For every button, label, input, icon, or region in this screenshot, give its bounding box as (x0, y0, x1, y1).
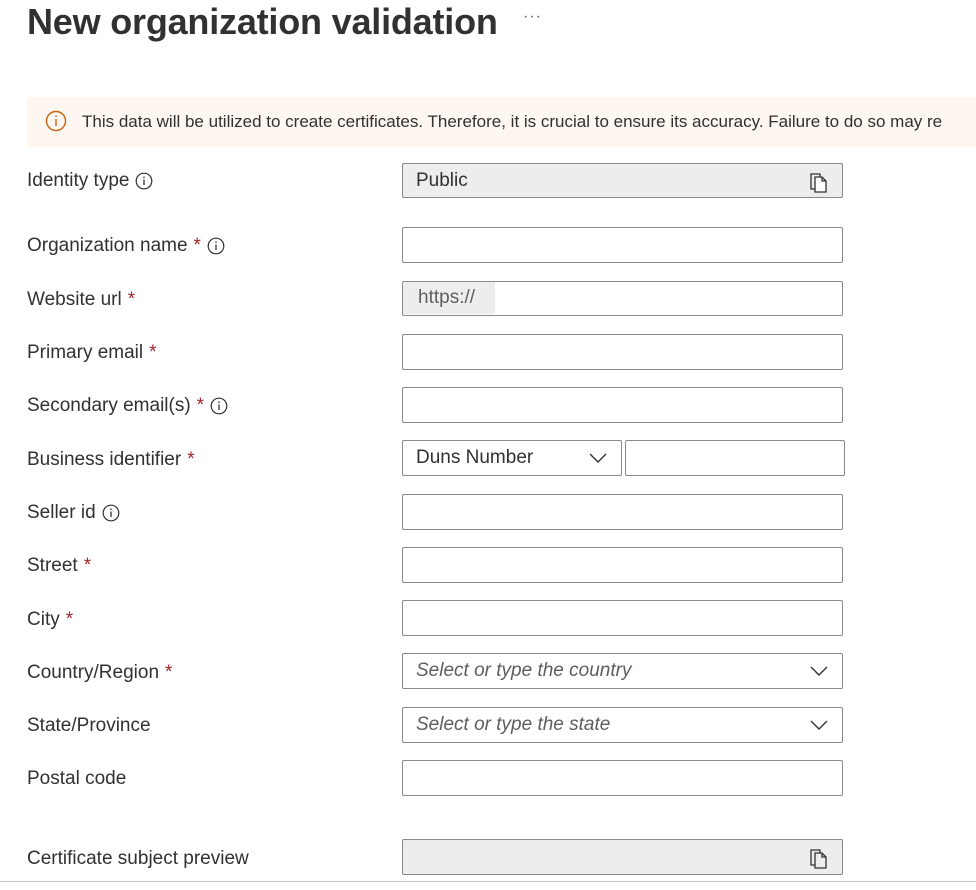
chevron-down-icon (810, 719, 828, 731)
state-province-combobox[interactable]: Select or type the state (402, 707, 843, 743)
copy-icon[interactable] (808, 846, 830, 870)
website-url-input[interactable] (402, 281, 843, 316)
warning-info-icon (45, 110, 67, 132)
required-marker: * (65, 609, 74, 630)
country-region-label: Country/Region * (27, 662, 173, 683)
seller-id-label: Seller id (27, 502, 120, 524)
banner-message: This data will be utilized to create certificates. Therefore, it is crucial to ensure its accuracy. Failure to do so may re (82, 112, 943, 131)
chevron-down-icon (589, 452, 607, 464)
secondary-emails-input[interactable] (402, 387, 843, 423)
url-prefix: https:// (403, 282, 495, 314)
street-input[interactable] (402, 547, 843, 583)
page-title: New organization validation (27, 1, 498, 42)
country-region-combobox[interactable]: Select or type the country (402, 653, 843, 689)
primary-email-label: Primary email * (27, 342, 157, 363)
info-banner (27, 97, 976, 147)
chevron-down-icon (810, 665, 828, 677)
postal-code-input[interactable] (402, 760, 843, 796)
required-marker: * (83, 555, 92, 576)
identity-type-field: Public (402, 163, 843, 198)
footer-divider (0, 881, 976, 882)
required-marker: * (187, 449, 195, 470)
required-marker: * (193, 235, 201, 256)
city-label: City * (27, 609, 74, 630)
postal-code-label: Postal code (27, 768, 127, 789)
seller-id-input[interactable] (402, 494, 843, 530)
certificate-subject-preview-label: Certificate subject preview (27, 848, 249, 869)
required-marker: * (127, 289, 136, 310)
info-icon[interactable] (135, 172, 153, 190)
copy-icon[interactable] (808, 170, 830, 194)
required-marker: * (196, 395, 205, 416)
info-icon[interactable] (207, 237, 225, 255)
info-icon[interactable] (210, 397, 228, 415)
required-marker: * (149, 342, 157, 363)
secondary-emails-label: Secondary email(s) * (27, 395, 228, 417)
state-province-label: State/Province (27, 715, 151, 736)
business-identifier-input[interactable] (625, 440, 845, 476)
street-label: Street * (27, 555, 92, 576)
organization-name-input[interactable] (402, 227, 843, 263)
website-url-label: Website url * (27, 289, 136, 310)
required-marker: * (165, 662, 173, 683)
info-icon[interactable] (102, 504, 120, 522)
more-options-button[interactable]: ··· (523, 8, 542, 25)
certificate-subject-preview-field (402, 839, 843, 875)
business-identifier-label: Business identifier * (27, 449, 195, 470)
business-identifier-type-dropdown[interactable]: Duns Number (402, 440, 622, 476)
organization-name-label: Organization name * (27, 235, 225, 257)
identity-type-label: Identity type (27, 170, 153, 192)
city-input[interactable] (402, 600, 843, 636)
primary-email-input[interactable] (402, 334, 843, 370)
